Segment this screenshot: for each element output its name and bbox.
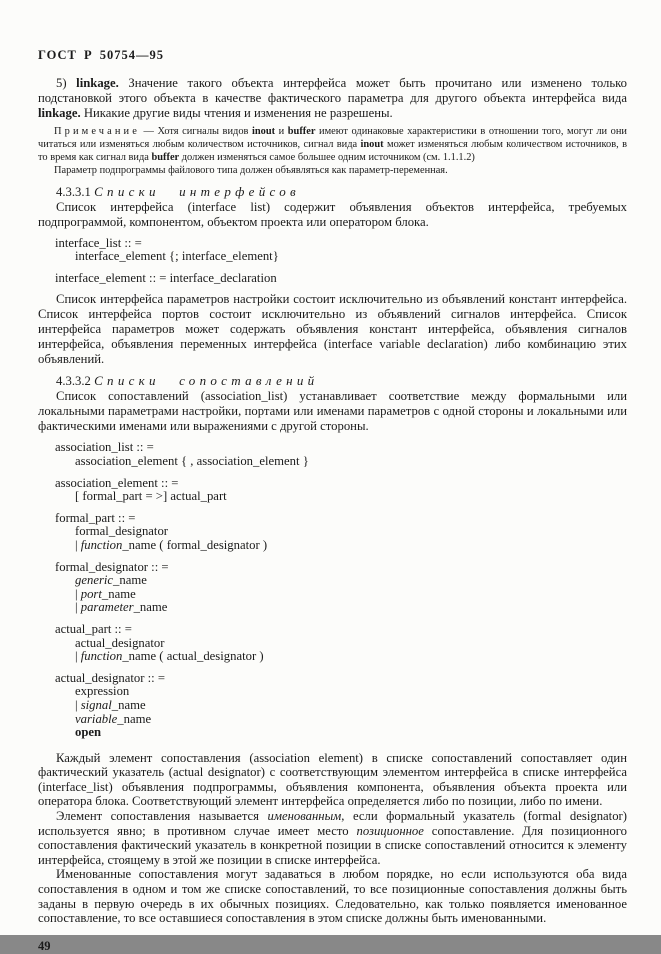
syntax-line: generic_name [75,573,147,588]
syntax-line: | parameter_name [75,600,168,615]
syntax-line: | port_name [75,586,136,601]
syntax-line: actual_designator :: = [55,670,166,685]
paragraph-association-order: Именованные сопоставления могут задаваться в любом порядке, но если используются оба вида сопоставления в одном и том же списке сопоставлений, то все позиционные сопоставления должны быть заданы в первую очередь в их обычных позициях. Следовательно, как только появляется именованное сопоставление, то все оставшиеся сопоставления в этом списке должны быть именованными. [38,867,627,926]
section-heading-4331-interface-lists: 4.3.3.1 Списки интерфейсов [56,183,300,199]
syntax-rule-group [55,512,627,553]
paragraph-named-positional: Элемент сопоставления называется именованным, если формальный указатель (formal designator) используется явно; в противном случае имеет место позиционное сопоставление. Для позиционного сопоставления фактический указатель в конкретной позиции в списке сопоставлений относится к элементу интерфейса, стоящему в этой же позиции в списке интерфейса. [38,809,628,867]
paragraph-association-list-definition: Список сопоставлений (association_list) устанавливает соответствие между формальными или локальными параметрами настройки, портами или именами параметров с одной стороны и локальными или фактическими именами или выражениями с другой стороны. [38,389,627,434]
syntax-rule-group [55,561,627,615]
syntax-line: actual_part :: = [55,621,132,636]
syntax-rule-group [55,672,627,740]
syntax-block-interface-list [55,237,627,286]
paragraph-linkage-kind: 5) linkage. Значение такого объекта интерфейса может быть прочитано или изменено только подстановкой этого объекта в качестве фактического параметра для другого объекта интерфейса вида linkage. Никакие другие виды чтения и изменения не разрешены. [38,76,627,120]
section-heading-4332-association-lists: 4.3.3.2 Списки сопоставлений [56,373,319,389]
syntax-line: | function_name ( formal_designator ) [75,537,268,552]
syntax-line: formal_designator :: = [55,559,169,574]
note-paragraph-signals: Примечание — Хотя сигналы видов inout и buffer имеют одинаковые характеристики в отношении того, могут ли они читаться или изменяться любым количеством источников, сигнал вида inout может изменяться любым количеством источников, в то время как сигнал вида buffer должен изменяться самое большее одним источником (см. 1.1.1.2) [38,126,627,163]
syntax-line: variable_name [75,711,152,726]
syntax-line: formal_designator [75,524,169,539]
syntax-line: | function_name ( actual_designator ) [75,649,264,664]
paragraph-interface-list-kinds: Список интерфейса параметров настройки состоит исключительно из объявлений констант интерфейса. Список интерфейса портов состоит исключительно из объявлений сигналов интерфейса. Список интерфейса параметров может содержать объявления констант интерфейса, объявления сигналов интерфейса, объявления переменных интерфейса (interface variable declaration) либо комбинацию этих объявлений. [38,292,627,367]
syntax-line: formal_part :: = [55,510,136,525]
syntax-line: association_list :: = [55,440,154,455]
syntax-rule-group [55,272,627,286]
syntax-line: expression [75,684,130,699]
closing-paragraphs [38,751,627,926]
syntax-line: interface_element :: = interface_declaration [55,270,277,285]
syntax-block-association-list [55,441,627,739]
syntax-line: association_element { , association_element } [75,454,309,468]
document-header-gost-number: ГОСТ Р 50754—95 [38,48,165,62]
syntax-line: [ formal_part = >] actual_part [75,489,227,504]
syntax-line: interface_list :: = [55,235,142,250]
syntax-line: actual_designator [75,635,165,650]
syntax-rule-group [55,441,627,468]
page-number: 49 [38,938,51,953]
paragraph-interface-list-definition: Список интерфейса (interface list) содержит объявления объектов интерфейса, требуемых подпрограммой, компонентом, объектом проекта или оператором блока. [38,199,627,229]
syntax-rule-group [55,237,627,264]
paragraph-each-association-element: Каждый элемент сопоставления (association element) в списке сопоставлений сопоставляет один фактический указатель (actual designator) с соответствующим элементом интерфейса в списке интерфейса (interface_list) объявления подпрограммы, объявления компонента, объявления объекта проекта или оператора блока. Соответствующий элемент интерфейса определяется либо по позиции, либо по имени. [38,750,627,809]
syntax-line: open [75,725,102,740]
note-paragraph-file-parameter: Параметр подпрограммы файлового типа должен объявляться как параметр-переменная. [54,164,448,176]
syntax-line: interface_element {; interface_element} [75,249,279,264]
syntax-line: association_element :: = [55,475,179,490]
syntax-rule-group [55,477,627,504]
syntax-line: | signal_name [75,697,146,712]
syntax-rule-group [55,623,627,664]
